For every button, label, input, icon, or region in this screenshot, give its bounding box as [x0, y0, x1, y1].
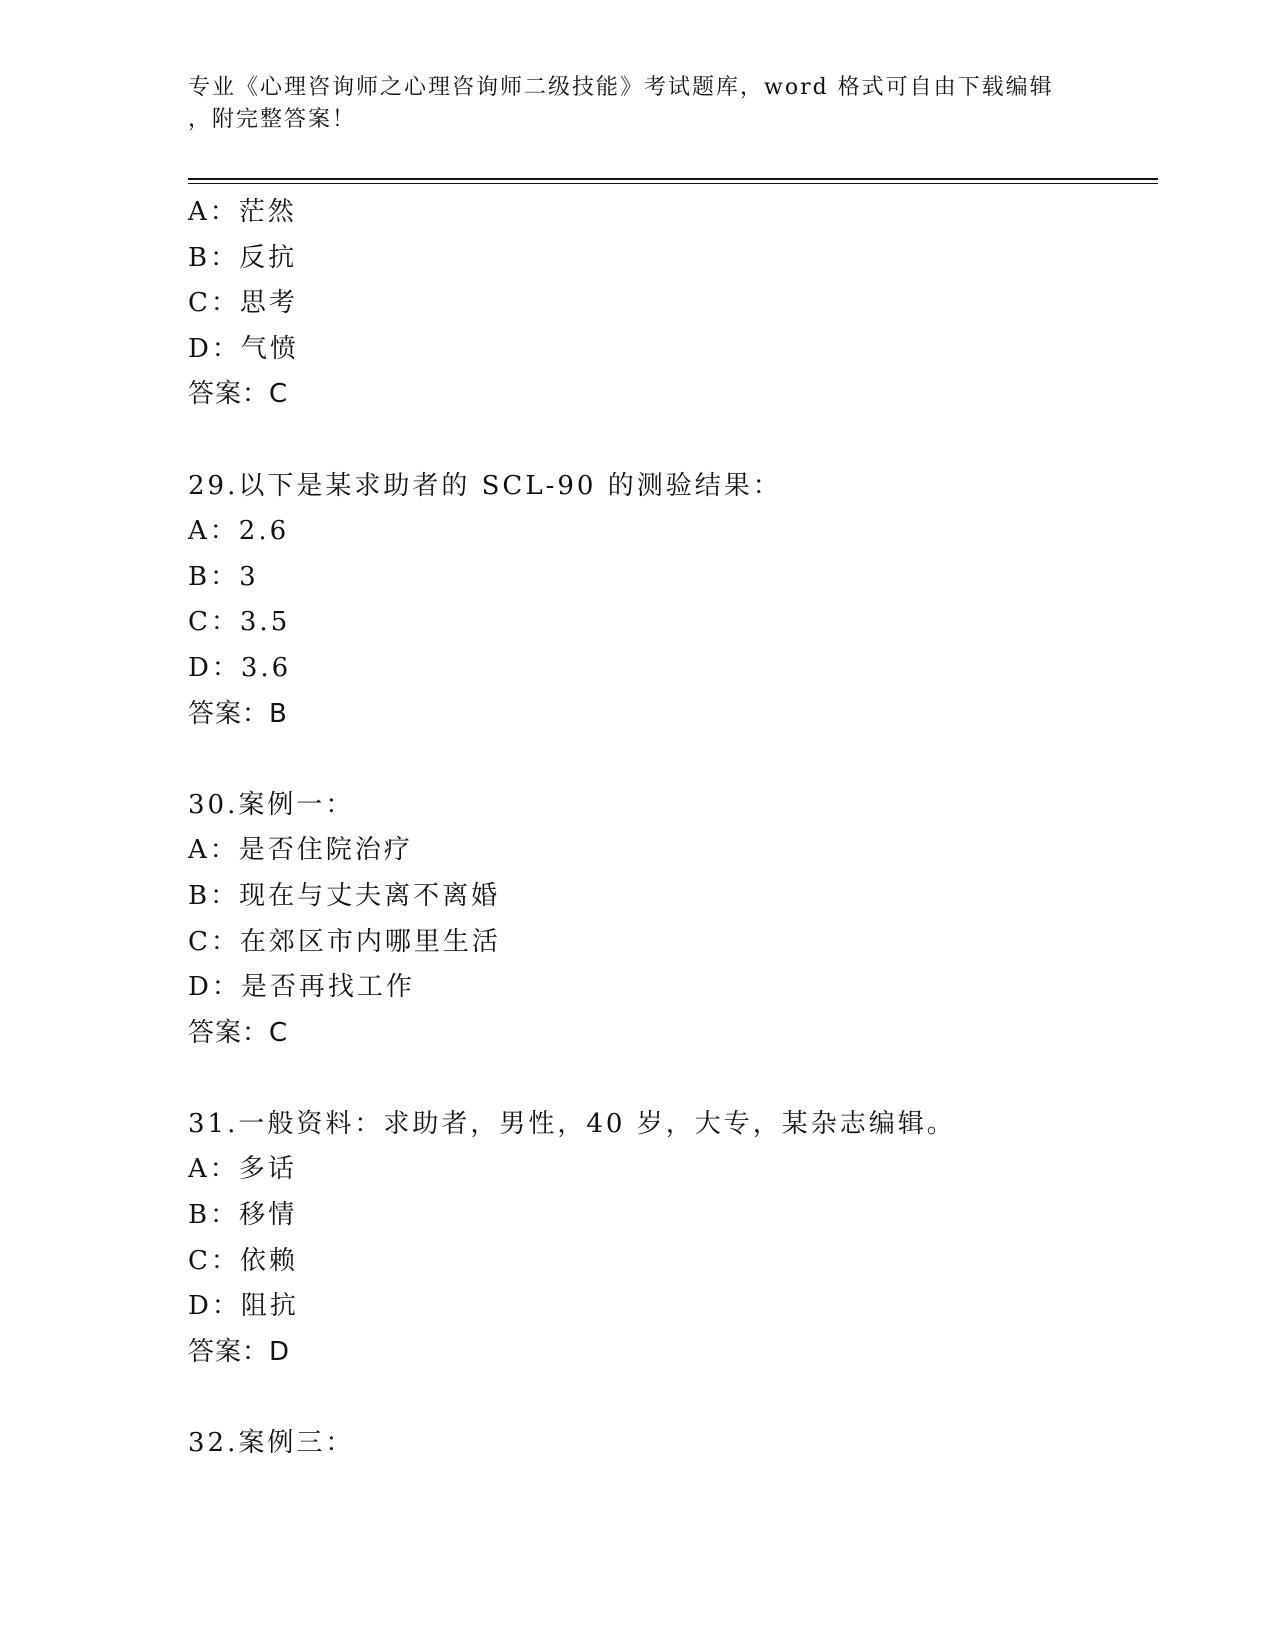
option-d: D：是否再找工作	[188, 972, 415, 1003]
question-30	[188, 783, 1148, 1057]
spacer	[188, 1375, 1148, 1421]
option-a: A：多话	[188, 1154, 297, 1185]
option-b: B：反抗	[188, 242, 298, 273]
option-c: C：3.5	[188, 607, 291, 638]
option-c: C：依赖	[188, 1245, 298, 1276]
header-rule-thin	[188, 183, 1158, 184]
question-29	[188, 464, 1148, 738]
question-text: 31.一般资料：求助者，男性，40 岁，大专，某杂志编辑。	[188, 1108, 956, 1139]
option-a: A：2.6	[188, 516, 290, 547]
spacer	[188, 418, 1148, 464]
option-a: A：是否住院治疗	[188, 835, 413, 866]
question-28	[188, 190, 1148, 418]
option-b: B：3	[188, 561, 259, 592]
question-32	[188, 1421, 1148, 1467]
answer: 答案：C	[188, 379, 289, 410]
answer: 答案：D	[188, 1336, 291, 1367]
header-rule-thick	[188, 178, 1158, 180]
header-line-1: 专业《心理咨询师之心理咨询师二级技能》考试题库，word 格式可自由下载编辑	[188, 75, 1054, 100]
option-c: C：在郊区市内哪里生活	[188, 926, 501, 957]
option-d: D：阻抗	[188, 1291, 299, 1322]
option-b: B：现在与丈夫离不离婚	[188, 880, 501, 911]
option-d: D：气愤	[188, 333, 299, 364]
question-list	[188, 190, 1148, 1467]
option-d: D：3.6	[188, 652, 292, 683]
question-31	[188, 1102, 1148, 1376]
spacer	[188, 737, 1148, 783]
document-header	[188, 72, 1068, 136]
answer: 答案：C	[188, 1017, 289, 1048]
answer: 答案：B	[188, 698, 288, 729]
question-text: 32.案例三：	[188, 1428, 355, 1459]
question-text: 30.案例一：	[188, 789, 355, 820]
header-line-2: ，附完整答案！	[188, 107, 357, 132]
option-c: C：思考	[188, 288, 298, 319]
option-b: B：移情	[188, 1200, 298, 1231]
question-text: 29.以下是某求助者的 SCL-90 的测验结果：	[188, 470, 782, 501]
spacer	[188, 1056, 1148, 1102]
option-a: A：茫然	[188, 197, 297, 227]
